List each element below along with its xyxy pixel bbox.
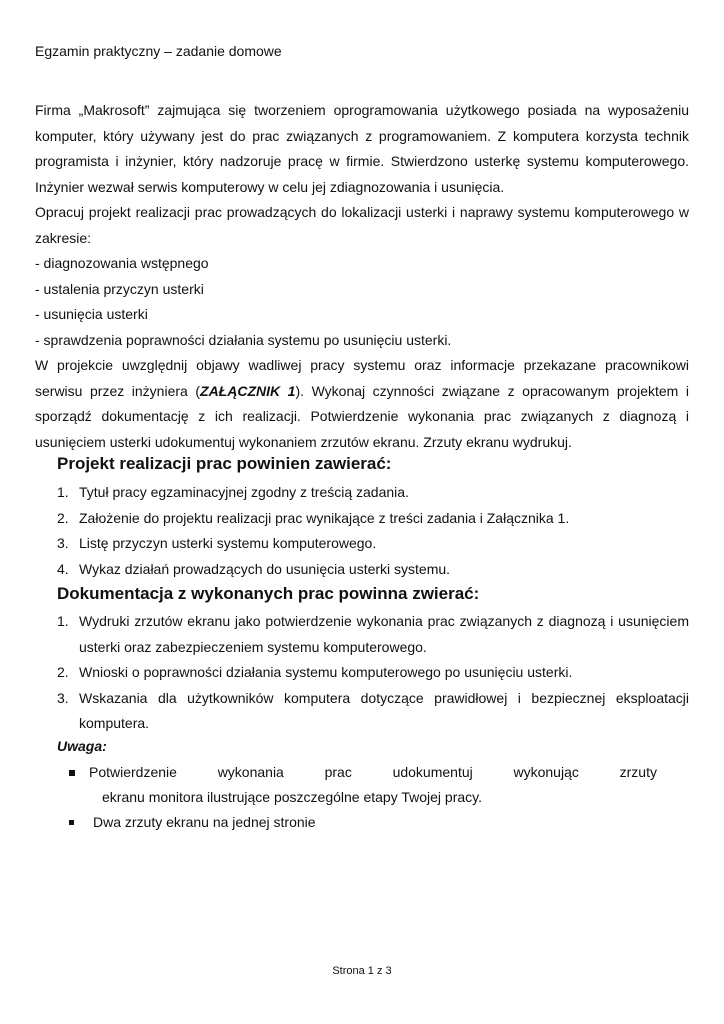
intro-p3-after: ). Wykonaj czynności związane z opracowanym projektem i sporządź dokumentację z ich realizacji. Potwierdzenie wykonania prac związanych z diagnozą i usunięciem usterki udokumentuj wykonaniem zrzutów ekranu. Zrzuty ekranu wydrukuj. [35, 382, 689, 450]
intro-paragraph-2: Opracuj projekt realizacji prac prowadzących do lokalizacji usterki i naprawy systemu komputerowego w zakresie: [35, 204, 689, 246]
note-label: Uwaga: [57, 738, 107, 754]
dash-item: - diagnozowania wstępnego [35, 255, 209, 271]
note-word: udokumentuj [392, 764, 473, 780]
dash-item: - usunięcia usterki [35, 306, 148, 322]
document-header: Egzamin praktyczny – zadanie domowe [35, 43, 282, 59]
list-item [57, 480, 689, 506]
note-bullet-1-line [89, 764, 657, 780]
section-1-list [57, 480, 689, 582]
note-word: prac [324, 764, 352, 780]
list-item [57, 660, 689, 686]
list-item [57, 506, 689, 532]
list-item-text: Założenie do projektu realizacji prac wynikające z treści zadania i Załącznika 1. [79, 509, 570, 526]
list-item [57, 686, 689, 737]
list-item-text: Wskazania dla użytkowników komputera dotyczące prawidłowej i bezpiecznej eksploatacji komputera. [79, 689, 689, 731]
list-item [57, 609, 689, 660]
intro-paragraph-3 [35, 353, 689, 455]
square-bullet-icon [69, 820, 74, 825]
list-item-text: Wykaz działań prowadzących do usunięcia usterki systemu. [79, 560, 451, 577]
dash-item: - ustalenia przyczyn usterki [35, 280, 204, 297]
list-item [57, 557, 689, 583]
page-number: Strona 1 z 3 [332, 965, 392, 977]
list-item-text: Wnioski o poprawności działania systemu komputerowego po usunięciu usterki. [79, 664, 573, 680]
section-1-title: Projekt realizacji prac powinien zawierać: [57, 454, 392, 473]
note-word: wykonując [513, 764, 579, 780]
list-item-text: Listę przyczyn usterki systemu komputerowego. [79, 535, 377, 551]
note-word: wykonania [217, 764, 284, 780]
note-word: Potwierdzenie [89, 764, 177, 780]
note-word: zrzuty [619, 764, 657, 780]
section-2-title: Dokumentacja z wykonanych prac powinna zwierać: [57, 584, 480, 603]
dash-item: - sprawdzenia poprawności działania systemu po usunięciu usterki. [35, 331, 452, 348]
list-item-number: 1. [57, 613, 69, 629]
note-bullet-1-continuation: ekranu monitora ilustrujące poszczególne etapy Twojej pracy. [102, 789, 483, 805]
intro-paragraph-1: Firma „Makrosoft” zajmująca się tworzeniem oprogramowania użytkowego posiada na wyposażeniu komputer, który używany jest do prac związanych z programowaniem. Z komputera korzysta technik programista i inżynier, który nadzoruje pracę w firmie. Stwierdzono usterkę systemu komputerowego. Inżynier wezwał serwis komputerowy w celu jej zdiagnozowania i usunięcia. [35, 102, 689, 195]
intro-text [35, 98, 689, 455]
list-item-number: 4. [57, 560, 69, 577]
list-item-text: Tytuł pracy egzaminacyjnej zgodny z treścią zadania. [79, 484, 409, 500]
note-bullet-2: Dwa zrzuty ekranu na jednej stronie [93, 814, 316, 830]
intro-p3-before: W projekcie uwzględnij objawy wadliwej pracy systemu oraz informacje przekazane pracownikowi serwisu przez inżyniera ( [35, 357, 689, 399]
list-item-number: 2. [57, 664, 69, 680]
square-bullet-icon [69, 770, 75, 776]
section-2-list [57, 609, 689, 737]
list-item-number: 3. [57, 535, 69, 551]
attachment-reference: ZAŁĄCZNIK 1 [200, 382, 296, 399]
list-item-text: Wydruki zrzutów ekranu jako potwierdzenie wykonania prac związanych z diagnozą i usunięciem usterki oraz zabezpieczeniem systemu komputerowego. [79, 613, 689, 655]
list-item-number: 3. [57, 689, 69, 706]
list-item-number: 1. [57, 484, 69, 500]
list-item-number: 2. [57, 509, 69, 526]
list-item [57, 531, 689, 557]
